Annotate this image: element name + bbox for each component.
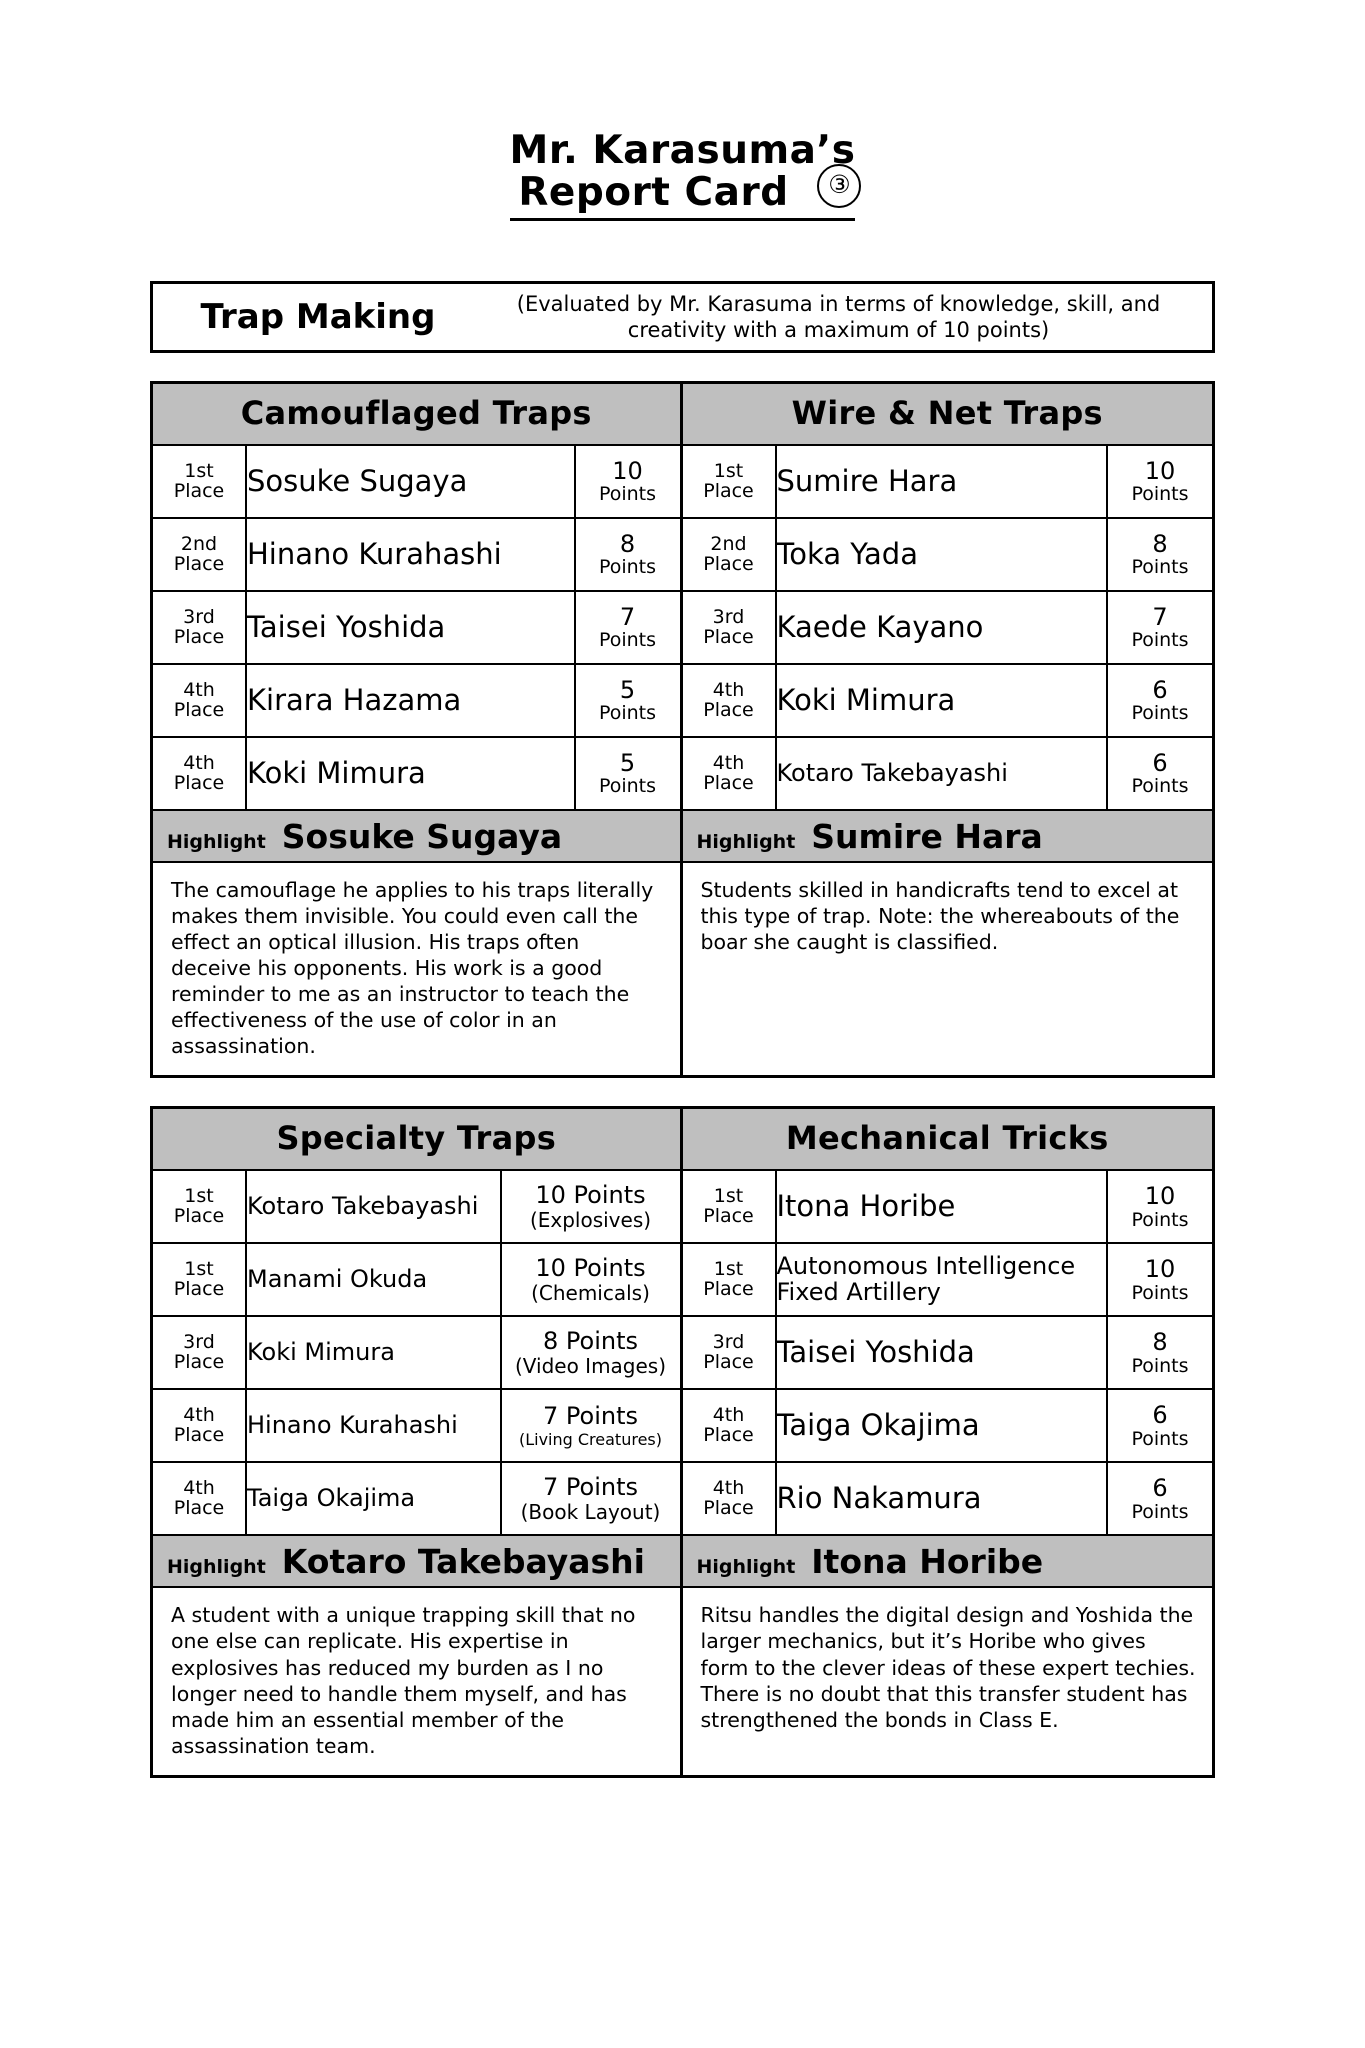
- rank-place-word: Place: [173, 1350, 225, 1373]
- points-cell: [575, 446, 680, 518]
- rank-place-word: Place: [173, 771, 225, 794]
- points-value: 5: [619, 676, 636, 705]
- highlight-student-name: Sumire Hara: [811, 817, 1043, 857]
- section-specialty-traps: [153, 1109, 683, 1774]
- section-camouflaged-traps: [153, 384, 683, 1075]
- rank-place: [683, 664, 776, 737]
- highlight-bar: [153, 809, 680, 863]
- rank-place-word: Place: [173, 1277, 225, 1300]
- points-value: 7 Points: [543, 1472, 638, 1501]
- highlight-label: Highlight: [167, 1556, 266, 1579]
- points-cell: [1107, 737, 1212, 809]
- rank-place: [153, 737, 246, 809]
- rank-place-word: Place: [703, 625, 754, 648]
- student-name: Koki Mimura: [776, 664, 1108, 737]
- student-name: Manami Okuda: [246, 1243, 501, 1316]
- rank-place-word: Place: [173, 552, 225, 575]
- points-cell: [501, 1171, 680, 1243]
- highlight-bar: [683, 1534, 1213, 1588]
- student-name: Toka Yada: [776, 518, 1108, 591]
- table-row: [683, 1389, 1213, 1462]
- rank-place: [153, 1243, 246, 1316]
- rank-ordinal: 4th: [183, 1477, 215, 1499]
- section-wire-net-traps: [683, 384, 1213, 1075]
- rank-ordinal: 4th: [712, 1404, 745, 1426]
- rank-place-word: Place: [703, 1496, 754, 1519]
- rank-place-word: Place: [703, 1423, 754, 1446]
- points-value: 10: [1144, 1182, 1176, 1211]
- highlight-comment: The camouflage he applies to his traps literally makes them invisible. You could even call the effect an optical illusion. His traps often deceive his opponents. His work is a good reminder to me as an instructor to teach the effectiveness of the use of color in an assassination.: [171, 878, 654, 1059]
- table-row: [153, 1243, 680, 1316]
- points-cell: [575, 518, 680, 591]
- rank-place: [153, 1389, 246, 1462]
- points-value: 10 Points: [535, 1180, 646, 1209]
- points-value: 6: [1152, 676, 1168, 705]
- points-unit: (Living Creatures): [518, 1429, 662, 1449]
- table-row: [153, 664, 680, 737]
- rank-place: [683, 1389, 776, 1462]
- ranking-table: [683, 1171, 1213, 1534]
- points-value: 10: [1144, 457, 1176, 486]
- student-name: Rio Nakamura: [776, 1462, 1108, 1534]
- rank-ordinal: 1st: [713, 459, 744, 482]
- points-unit: (Book Layout): [520, 1500, 661, 1525]
- rank-ordinal: 4th: [712, 751, 745, 774]
- points-value: 6: [1152, 1401, 1168, 1430]
- highlight-student-name: Kotaro Takebayashi: [281, 1542, 645, 1582]
- section-heading: Wire & Net Traps: [683, 384, 1213, 446]
- rank-ordinal: 1st: [184, 459, 214, 482]
- rank-place: [153, 1171, 246, 1243]
- rank-ordinal: 3rd: [712, 605, 745, 628]
- points-value: 10: [612, 457, 643, 486]
- points-cell: [501, 1462, 680, 1534]
- student-name: Kaede Kayano: [776, 591, 1108, 664]
- student-name: Kotaro Takebayashi: [246, 1171, 501, 1243]
- student-name: Taiga Okajima: [246, 1462, 501, 1534]
- rank-place: [153, 1462, 246, 1534]
- highlight-label: Highlight: [696, 1556, 796, 1579]
- title-inner: [510, 130, 856, 221]
- table-row: [683, 446, 1213, 518]
- points-cell: [1107, 518, 1212, 591]
- rank-place-word: Place: [703, 771, 754, 794]
- points-value: 10 Points: [535, 1253, 646, 1282]
- rank-place: [683, 446, 776, 518]
- rank-ordinal: 4th: [712, 678, 745, 701]
- points-cell: [1107, 1171, 1212, 1243]
- points-unit: Points: [598, 702, 657, 725]
- student-name: Itona Horibe: [776, 1171, 1108, 1243]
- rank-place-word: Place: [173, 479, 225, 502]
- rank-place-word: Place: [173, 625, 225, 648]
- points-unit: Points: [1131, 629, 1189, 652]
- student-name: Koki Mimura: [246, 1316, 501, 1389]
- rank-place: [683, 518, 776, 591]
- points-unit: Points: [1131, 1500, 1189, 1523]
- section-block-1: [150, 381, 1215, 1078]
- student-name: Taisei Yoshida: [246, 591, 575, 664]
- rank-place: [683, 1171, 776, 1243]
- rank-place: [683, 1243, 776, 1316]
- rank-place: [683, 1462, 776, 1534]
- rank-place: [153, 591, 246, 664]
- rank-place: [153, 518, 246, 591]
- title-line-2: Report Card: [518, 170, 789, 216]
- student-name: Koki Mimura: [246, 737, 575, 809]
- highlight-bar: [153, 1534, 680, 1588]
- points-unit: Points: [1131, 1427, 1189, 1450]
- highlight-comment: A student with a unique trapping skill that no one else can replicate. His expertise in explosives has reduced my burden as I no longer need to handle them myself, and has made him an essential member of the assassination team.: [171, 1603, 636, 1758]
- rank-place-word: Place: [173, 1496, 225, 1519]
- rank-place-word: Place: [703, 1277, 754, 1300]
- points-value: 5: [619, 749, 636, 778]
- points-value: 8 Points: [543, 1326, 638, 1355]
- points-unit: (Explosives): [529, 1208, 652, 1233]
- table-row: [153, 1389, 680, 1462]
- student-name: Hinano Kurahashi: [246, 1389, 501, 1462]
- rank-place-word: Place: [173, 1204, 225, 1227]
- rank-place-word: Place: [173, 1423, 225, 1446]
- points-value: 7: [1152, 603, 1168, 632]
- student-name: Sosuke Sugaya: [246, 446, 575, 518]
- ranking-table: [153, 1171, 680, 1534]
- points-unit: Points: [598, 483, 657, 506]
- section-block-2: [150, 1106, 1215, 1777]
- table-row: [683, 1316, 1213, 1389]
- points-cell: [501, 1389, 680, 1462]
- rank-place-word: Place: [703, 479, 754, 502]
- rank-ordinal: 3rd: [183, 1331, 215, 1353]
- rank-ordinal: 2nd: [180, 532, 218, 555]
- highlight-student-name: Sosuke Sugaya: [281, 817, 563, 857]
- highlight-bar: [683, 809, 1213, 863]
- table-row: [153, 1171, 680, 1243]
- student-name: Taiga Okajima: [776, 1389, 1108, 1462]
- points-value: 7 Points: [543, 1401, 638, 1430]
- points-unit: Points: [1131, 1281, 1189, 1304]
- points-cell: [1107, 1316, 1212, 1389]
- rank-ordinal: 1st: [713, 1185, 744, 1207]
- points-unit: (Chemicals): [531, 1281, 650, 1306]
- table-row: [683, 1171, 1213, 1243]
- points-unit: Points: [1131, 1354, 1189, 1377]
- title-line-1: Mr. Karasuma’s: [509, 128, 856, 173]
- points-cell: [501, 1243, 680, 1316]
- rank-ordinal: 1st: [184, 1185, 214, 1207]
- subject-banner: [150, 281, 1215, 353]
- points-value: 6: [1152, 749, 1168, 778]
- points-value: 8: [619, 530, 636, 559]
- student-name: Sumire Hara: [776, 446, 1108, 518]
- points-unit: Points: [1131, 483, 1189, 506]
- rank-place: [153, 446, 246, 518]
- section-heading: Mechanical Tricks: [683, 1109, 1213, 1171]
- rank-place-word: Place: [703, 698, 754, 721]
- table-row: [153, 518, 680, 591]
- table-row: [153, 591, 680, 664]
- table-row: [153, 737, 680, 809]
- highlight-comment: Students skilled in handicrafts tend to excel at this type of trap. Note: the whereabouts of the boar she caught is classified.: [700, 878, 1180, 955]
- highlight-student-name: Itona Horibe: [811, 1542, 1044, 1582]
- points-cell: [1107, 446, 1212, 518]
- student-name: Taisei Yoshida: [776, 1316, 1108, 1389]
- rank-place: [683, 591, 776, 664]
- section-heading: Specialty Traps: [153, 1109, 680, 1171]
- table-row: [683, 591, 1213, 664]
- subject-evaluation-note: (Evaluated by Mr. Karasuma in terms of knowledge, skill, and creativity with a maximum of 10 points): [516, 291, 1161, 343]
- table-row: [153, 1316, 680, 1389]
- points-unit: Points: [1131, 702, 1189, 725]
- table-row: [153, 446, 680, 518]
- table-row: [683, 518, 1213, 591]
- rank-ordinal: 3rd: [183, 605, 215, 628]
- rank-place-word: Place: [703, 552, 754, 575]
- rank-place: [153, 1316, 246, 1389]
- student-name: Hinano Kurahashi: [246, 518, 575, 591]
- ranking-table: [153, 446, 680, 809]
- ranking-table: [683, 446, 1213, 809]
- table-row: [683, 664, 1213, 737]
- points-unit: Points: [598, 629, 657, 652]
- table-row: [153, 1462, 680, 1534]
- rank-ordinal: 1st: [713, 1258, 744, 1280]
- points-cell: [1107, 1462, 1212, 1534]
- rank-place: [153, 664, 246, 737]
- points-cell: [575, 737, 680, 809]
- points-cell: [501, 1316, 680, 1389]
- points-unit: (Video Images): [514, 1354, 667, 1379]
- rank-ordinal: 2nd: [710, 532, 747, 555]
- rank-ordinal: 1st: [184, 1258, 214, 1280]
- points-cell: [1107, 664, 1212, 737]
- student-name: Kirara Hazama: [246, 664, 575, 737]
- chapter-number-badge: ③: [817, 164, 861, 208]
- rank-place-word: Place: [703, 1350, 754, 1373]
- points-value: 10: [1144, 1255, 1176, 1284]
- points-cell: [1107, 1389, 1212, 1462]
- table-row: [683, 1462, 1213, 1534]
- points-cell: [1107, 1243, 1212, 1316]
- points-value: 7: [619, 603, 636, 632]
- points-cell: [575, 591, 680, 664]
- points-unit: Points: [1131, 556, 1189, 579]
- points-value: 8: [1152, 1328, 1168, 1357]
- rank-ordinal: 4th: [183, 751, 215, 774]
- highlight-label: Highlight: [167, 831, 266, 854]
- table-row: [683, 1243, 1213, 1316]
- rank-ordinal: 4th: [183, 1404, 215, 1426]
- title-underline: [510, 218, 856, 221]
- points-unit: Points: [598, 775, 657, 798]
- points-unit: Points: [598, 556, 657, 579]
- points-cell: [575, 664, 680, 737]
- student-name: Kotaro Takebayashi: [776, 737, 1108, 809]
- page-title: [150, 0, 1215, 221]
- student-name: Autonomous Intelligence Fixed Artillery: [776, 1243, 1108, 1316]
- rank-ordinal: 3rd: [712, 1331, 745, 1353]
- highlight-comment: Ritsu handles the digital design and Yoshida the larger mechanics, but it’s Horibe who gives form to the clever ideas of these expert techies. There is no doubt that this transfer student has strengthened the bonds in Class E.: [700, 1603, 1196, 1732]
- rank-place-word: Place: [173, 698, 225, 721]
- subject-title: Trap Making: [200, 297, 436, 338]
- points-unit: Points: [1131, 1208, 1189, 1231]
- points-unit: Points: [1131, 775, 1189, 798]
- rank-place: [683, 1316, 776, 1389]
- table-row: [683, 737, 1213, 809]
- section-mechanical-tricks: [683, 1109, 1213, 1774]
- highlight-label: Highlight: [696, 831, 796, 854]
- section-heading: Camouflaged Traps: [153, 384, 680, 446]
- rank-place: [683, 737, 776, 809]
- rank-ordinal: 4th: [183, 678, 215, 701]
- points-value: 8: [1152, 530, 1168, 559]
- rank-ordinal: 4th: [712, 1477, 745, 1499]
- points-cell: [1107, 591, 1212, 664]
- points-value: 6: [1152, 1474, 1168, 1503]
- rank-place-word: Place: [703, 1204, 754, 1227]
